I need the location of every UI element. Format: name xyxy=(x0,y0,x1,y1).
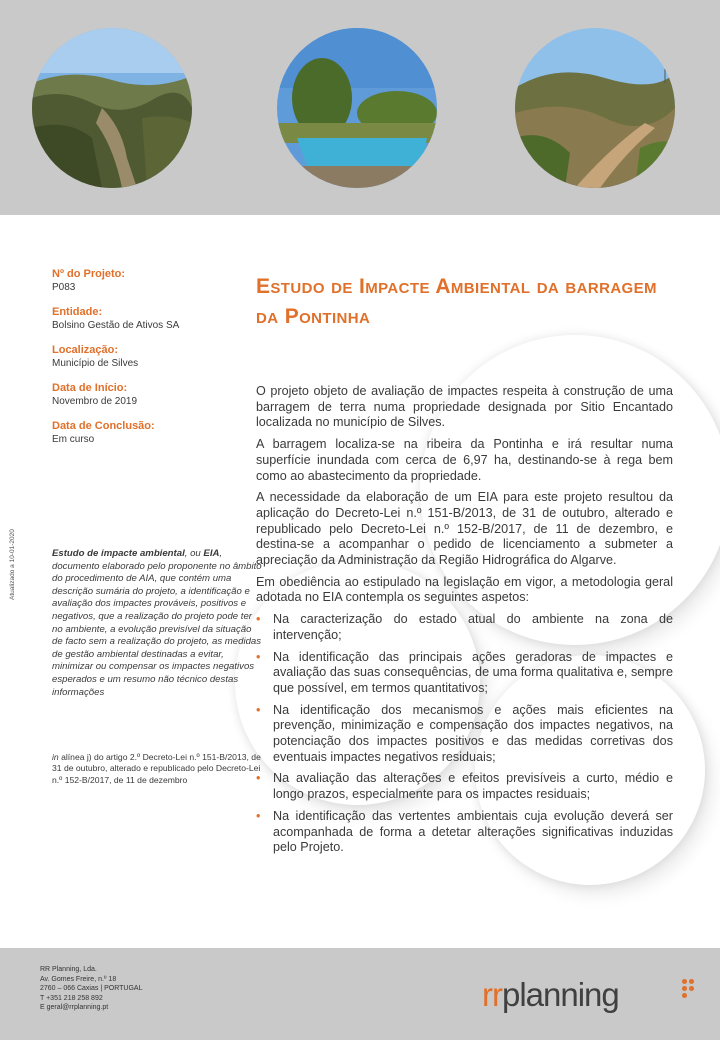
location-value: Município de Silves xyxy=(52,358,139,369)
definition-text: , documento elaborado pelo proponente no âmbito do procedimento de AIA, que contém uma descrição sumária do projeto, a identificação e avaliação dos impactes prováveis, positivos e negativos, que a realização do projeto pode ter no ambiente, a evolução previsível da situação de facto sem a realização do projeto, as medidas de gestão ambiental destinadas a evitar, minimizar ou compensar os impactes negativos esperados e um resumo não técnico destas informações xyxy=(52,548,262,698)
bullet-icon: • xyxy=(256,612,261,627)
start-date-label: Data de Início: xyxy=(52,382,128,394)
start-date xyxy=(52,382,227,408)
postal-line: 2760 – 066 Caxias | PORTUGAL xyxy=(40,985,143,992)
list-item xyxy=(256,771,673,802)
phone: T +351 218 258 892 xyxy=(40,994,103,1002)
bullet-icon: • xyxy=(256,808,261,823)
entity-value: Bolsino Gestão de Ativos SA xyxy=(52,320,180,331)
location xyxy=(52,344,227,370)
end-date-value: Em curso xyxy=(52,434,95,445)
definition-term: Estudo de impacte ambiental xyxy=(52,548,185,559)
list-item-text: Na identificação dos mecanismos e ações mais eficientes na prevenção, minimização e compensação dos impactes negativos, na potenciação dos impactes positivos e das medidas corretivas dos eventuais impactes negativos residuais; xyxy=(273,702,673,764)
definition-separator: , ou xyxy=(184,548,204,559)
swimming-pool-photo xyxy=(277,28,437,188)
list-item-text: Na caracterização do estado atual do ambiente na zona de intervenção; xyxy=(273,612,673,642)
footer xyxy=(0,948,720,1040)
entity xyxy=(52,306,227,332)
logo-dot xyxy=(689,979,694,984)
paragraph: O projeto objeto de avaliação de impactes respeita à construção de uma barragem de terra numa propriedade designada por Sitio Encantado localizada no município de Silves. xyxy=(256,384,673,430)
address-line: Av. Gomes Freire, n.º 18 xyxy=(40,975,117,983)
project-number xyxy=(52,268,227,294)
logo-dot xyxy=(682,993,687,998)
legal-source: alínea j) do artigo 2.º Decreto-Lei n.º 151-B/2013, de 31 de outubro, alterado e republicado pelo Decreto-Lei n.º 152-B/2017, de 11 de dezembro xyxy=(52,752,261,785)
list-item-text: Na identificação das principais ações geradoras de impactes e avaliação das suas consequências, de uma forma qualitativa e, sempre que possível, em termos quantitativos; xyxy=(273,649,673,695)
logo-dot xyxy=(689,986,694,991)
company-name: RR Planning, Lda. xyxy=(40,966,97,973)
hills-with-track-photo xyxy=(515,28,675,188)
eia-definition xyxy=(52,548,262,699)
methodology-list xyxy=(256,612,673,856)
logo-dot xyxy=(682,986,687,991)
paragraph: Em obediência ao estipulado na legislação em vigor, a metodologia geral adotada no EIA contempla os seguintes aspetos: xyxy=(256,574,673,605)
project-description xyxy=(256,384,673,862)
rrplanning-logo xyxy=(482,975,702,1025)
end-date-label: Data de Conclusão: xyxy=(52,420,155,432)
definition-abbr: EIA xyxy=(203,548,220,559)
email: E geral@rrplanning.pt xyxy=(40,1004,109,1011)
list-item xyxy=(256,809,673,856)
list-item xyxy=(256,612,673,643)
location-label: Localização: xyxy=(52,344,119,356)
header-band xyxy=(0,0,720,215)
entity-label: Entidade: xyxy=(52,306,103,318)
bullet-icon: • xyxy=(256,649,261,664)
paragraph: A barragem localiza-se na ribeira da Pontinha e irá resultar numa superfície inundada com cerca de 6,97 ha, destinando-se à rega bem como ao abastecimento da propriedade. xyxy=(256,437,673,483)
logo-dots-icon xyxy=(682,979,700,997)
list-item xyxy=(256,703,673,766)
project-number-value: P083 xyxy=(52,282,76,293)
bullet-icon: • xyxy=(256,702,261,717)
logo-dot xyxy=(682,979,687,984)
end-date xyxy=(52,420,227,446)
list-item xyxy=(256,650,673,697)
paragraph: A necessidade da elaboração de um EIA para este projeto resultou da aplicação do Decreto-Lei n.º 151-B/2013, de 31 de outubro, alterado e republicado pelo Decreto-Lei n.º 152-B/2017, de 11 de dezembro, e destina-se a acompanhar o pedido de licenciamento a submeter a apreciação da Administração da Região Hidrográfica do Algarve. xyxy=(256,490,673,568)
project-number-label: Nº do Projeto: xyxy=(52,268,126,280)
updated-note: Atualizado a 10-01-2020 xyxy=(9,529,16,600)
logo-suffix: planning xyxy=(501,976,619,1013)
contact-info xyxy=(40,965,142,1013)
list-item-text: Na avaliação das alterações e efeitos previsíveis a curto, médio e longo prazos, especialmente para os impactes residuais; xyxy=(273,771,673,802)
start-date-value: Novembro de 2019 xyxy=(52,396,138,407)
project-info xyxy=(52,268,227,458)
bullet-icon: • xyxy=(256,771,261,786)
valley-with-river-photo xyxy=(32,28,192,188)
legal-source-prefix: in xyxy=(52,752,59,762)
legal-reference xyxy=(52,752,264,786)
list-item-text: Na identificação das vertentes ambientais cuja evolução deverá ser acompanhada de forma a detetar alterações significativas induzidas pelo Projeto. xyxy=(273,808,673,855)
page-title: Estudo de Impacte Ambiental da barragem da Pontinha xyxy=(256,275,657,328)
logo-text xyxy=(482,975,619,1015)
logo-prefix: rr xyxy=(482,976,502,1013)
